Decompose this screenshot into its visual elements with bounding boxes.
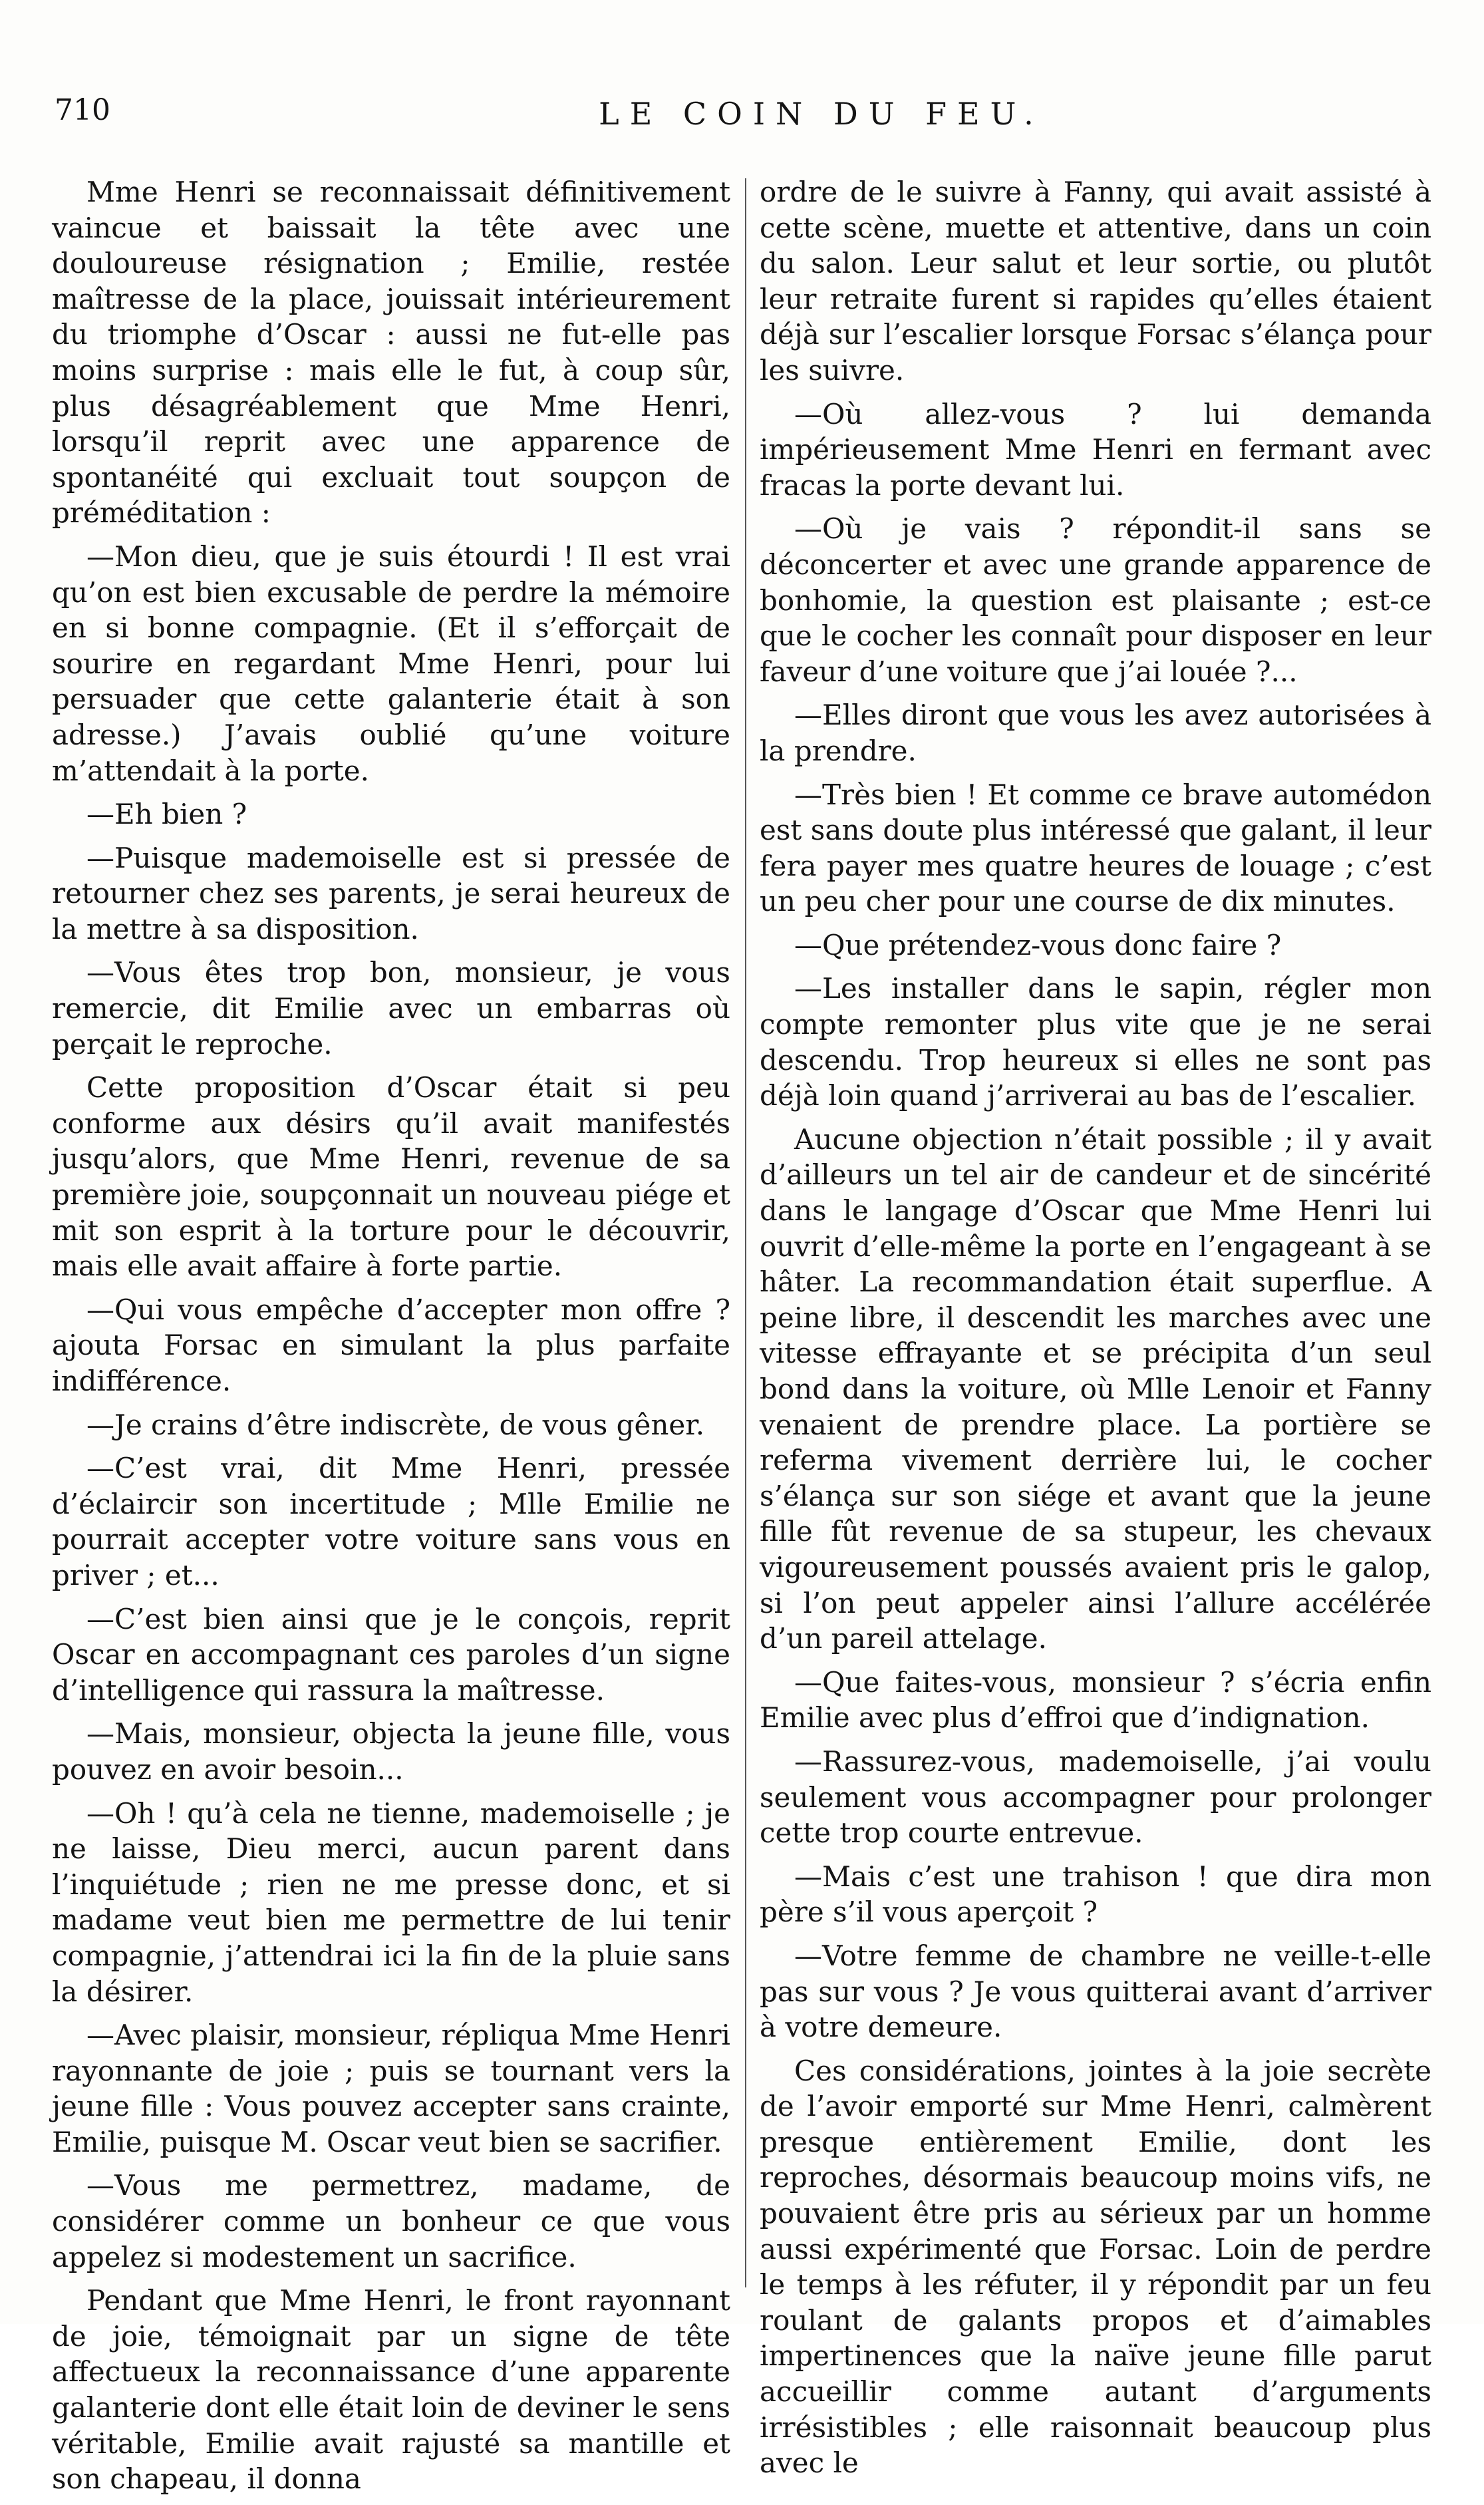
paragraph: Mme Henri se reconnaissait définitivement vaincue et baissait la tête avec une douloureuse résignation ; Emilie, restée maîtresse de la place, jouissait intérieurement du triomphe d’Oscar : aussi ne fut-elle pas moins surprise : mais elle le fut, à coup sûr, plus désagréablement que Mme Henri, lorsqu’il reprit avec une apparence de spontanéité qui excluait tout soupçon de préméditation : bbox=[52, 176, 730, 530]
paragraph: —Les installer dans le sapin, régler mon compte remonter plus vite que je ne serai descendu. Trop heureux si elles ne sont pas déjà loin quand j’arriverai au bas de l’escalier. bbox=[760, 972, 1431, 1112]
paragraph: Aucune objection n’était possible ; il y avait d’ailleurs un tel air de candeur et de sincérité dans le langage d’Oscar que Mme Henri lui ouvrit d’elle-même la porte en l’engageant à se hâter. La recommandation était superflue. A peine libre, il descendit les marches avec une vitesse effrayante et se précipita d’un seul bond dans la voiture, où Mlle Lenoir et Fanny venaient de prendre place. La portière se referma vivement derrière lui, le cocher s’élança sur son siége et avant que la jeune fille fût revenue de sa stupeur, les chevaux vigoureusement poussés avaient pris le galop, si l’on peut appeler ainsi l’allure accélérée d’un pareil attelage. bbox=[760, 1122, 1431, 1655]
paragraph: —Vous me permettrez, madame, de considérer comme un bonheur ce que vous appelez si modestement un sacrifice. bbox=[52, 2169, 730, 2273]
paragraph: —Mais c’est une trahison ! que dira mon père s’il vous aperçoit ? bbox=[760, 1860, 1431, 1929]
paragraph: —Eh bien ? bbox=[86, 798, 247, 831]
paragraph: —Que faites-vous, monsieur ? s’écria enfin Emilie avec plus d’effroi que d’indignation. bbox=[760, 1665, 1431, 1735]
paragraph: —Oh ! qu’à cela ne tienne, mademoiselle ; je ne laisse, Dieu merci, aucun parent dans l’inquiétude ; rien ne me presse donc, et si madame veut bien me permettre de lui tenir compagnie, j’attendrai ici la fin de la pluie sans la désirer. bbox=[52, 1796, 730, 2008]
paragraph: Ces considérations, jointes à la joie secrète de l’avoir emporté sur Mme Henri, calmèrent presque entièrement Emilie, dont les reproches, désormais beaucoup moins vifs, ne pouvaient être pris au sérieux par un homme aussi expérimenté que Forsac. Loin de perdre le temps à les réfuter, il y répondit par un feu roulant de galants propos et d’aimables impertinences que la naïve jeune fille parut accueillir comme autant d’arguments irrésistibles ; elle raisonnait beaucoup plus avec le bbox=[760, 2054, 1431, 2480]
paragraph: —Avec plaisir, monsieur, répliqua Mme Henri rayonnante de joie ; puis se tournant vers la jeune fille : Vous pouvez accepter sans crainte, Emilie, puisque M. Oscar veut bien se sacrifier. bbox=[52, 2019, 730, 2158]
paragraph: —C’est vrai, dit Mme Henri, pressée d’éclaircir son incertitude ; Mlle Emilie ne pourrait accepter votre voiture sans vous en priver ; et... bbox=[52, 1452, 730, 1591]
page-number: 710 bbox=[55, 93, 110, 127]
paragraph: —Où je vais ? répondit-il sans se déconcerter et avec une grande apparence de bonhomie, la question est plaisante ; est-ce que le cocher les connaît pour disposer en leur faveur d’une voiture que j’ai louée ?... bbox=[760, 512, 1431, 688]
paragraph: —Vous êtes trop bon, monsieur, je vous remercie, dit Emilie avec un embarras où perçait le reproche. bbox=[52, 956, 730, 1061]
paragraph: —Qui vous empêche d’accepter mon offre ? ajouta Forsac en simulant la plus parfaite indifférence. bbox=[52, 1293, 730, 1397]
paragraph: —Rassurez-vous, mademoiselle, j’ai voulu seulement vous accompagner pour prolonger cette trop courte entrevue. bbox=[760, 1745, 1431, 1850]
paragraph: Cette proposition d’Oscar était si peu conforme aux désirs qu’il avait manifestés jusqu’alors, que Mme Henri, revenue de sa première joie, soupçonnait un nouveau piége et mit son esprit à la torture pour le découvrir, mais elle avait affaire à forte partie. bbox=[52, 1071, 730, 1283]
paragraph: —Mon dieu, que je suis étourdi ! Il est vrai qu’on est bien excusable de perdre la mémoire en si bonne compagnie. (Et il s’efforçait de sourire en regardant Mme Henri, pour lui persuader que cette galanterie était à son adresse.) J’avais oublié qu’une voiture m’attendait à la porte. bbox=[52, 540, 730, 787]
paragraph: —Mais, monsieur, objecta la jeune fille, vous pouvez en avoir besoin... bbox=[52, 1717, 730, 1786]
running-title: LE COIN DU FEU. bbox=[599, 96, 1044, 132]
paragraph: —Elles diront que vous les avez autorisées à la prendre. bbox=[760, 699, 1431, 767]
paragraph: —C’est bien ainsi que je le conçois, reprit Oscar en accompagnant ces paroles d’un signe d’intelligence qui rassura la maîtresse. bbox=[52, 1602, 730, 1707]
paragraph: Pendant que Mme Henri, le front rayonnant de joie, témoignait par un signe de tête affectueux la reconnaissance d’une apparente galanterie dont elle était loin de deviner le sens véritable, Emilie avait rajusté sa mantille et son chapeau, il donna bbox=[52, 2284, 730, 2496]
paragraph: ordre de le suivre à Fanny, qui avait assisté à cette scène, muette et attentive, dans un coin du salon. Leur salut et leur sortie, ou plutôt leur retraite furent si rapides qu’elles étaient déjà sur l’escalier lorsque Forsac s’élança pour les suivre. bbox=[760, 176, 1431, 387]
column-divider bbox=[745, 178, 746, 2287]
paragraph: —Où allez-vous ? lui demanda impérieusement Mme Henri en fermant avec fracas la porte devant lui. bbox=[760, 397, 1431, 502]
paragraph: —Que prétendez-vous donc faire ? bbox=[794, 928, 1282, 961]
paragraph: —Je crains d’être indiscrète, de vous gêner. bbox=[86, 1408, 705, 1441]
right-column bbox=[760, 174, 1431, 2489]
left-column bbox=[52, 174, 730, 2505]
page-header bbox=[47, 93, 1437, 146]
paragraph: —Puisque mademoiselle est si pressée de retourner chez ses parents, je serai heureux de la mettre à sa disposition. bbox=[52, 841, 730, 945]
paragraph: —Votre femme de chambre ne veille-t-elle pas sur vous ? Je vous quitterai avant d’arriver à votre demeure. bbox=[760, 1939, 1431, 2044]
paragraph: —Très bien ! Et comme ce brave automédon est sans doute plus intéressé que galant, il leur fera payer mes quatre heures de louage ; c’est un peu cher pour une course de dix minutes. bbox=[760, 778, 1431, 918]
